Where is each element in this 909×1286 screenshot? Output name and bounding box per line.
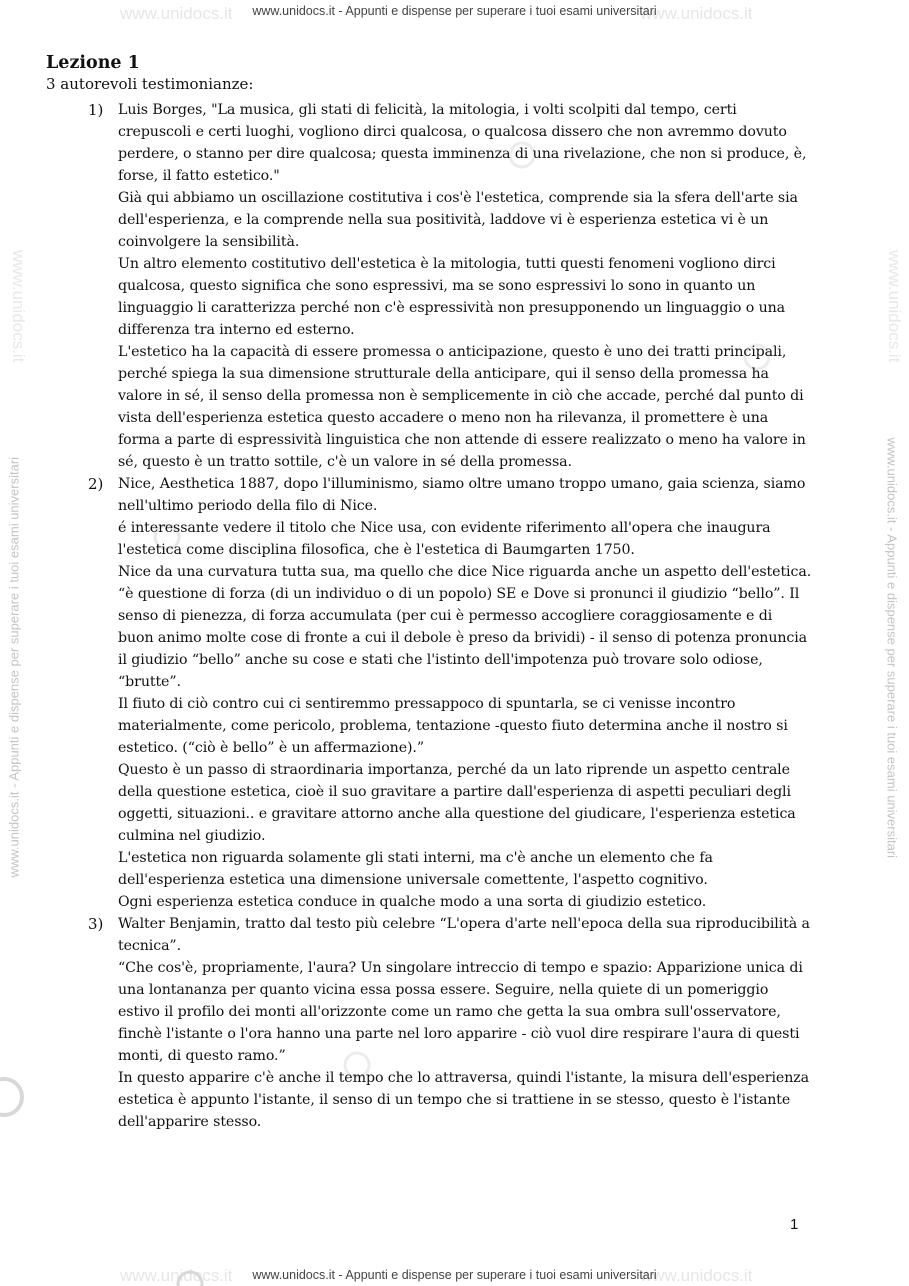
watermark-ghost: www.unidocs.it	[120, 1266, 233, 1285]
watermark-side-right: www.unidocs.it - Appunti e dispense per superare i tuoi esami universitari	[884, 437, 900, 859]
page-title: Lezione 1	[46, 53, 140, 73]
unidocs-logo-icon	[175, 1264, 205, 1286]
paragraph: Nice da una curvatura tutta sua, ma quello che dice Nice riguarda anche un aspetto dell'estetica.	[118, 564, 812, 580]
list-item	[88, 913, 812, 1133]
paragraph: Luis Borges, "La musica, gli stati di felicità, la mitologia, i volti scolpiti dal tempo, certi crepuscoli e certi luoghi, vogliono dirci qualcosa, o qualcosa dissero che non avremmo dovuto perdere, o stanno per dire qualcosa; questa imminenza di una rivelazione, che non si produce, è, forse, il fatto estetico."	[118, 102, 807, 184]
paragraph: “è questione di forza (di un individuo o di un popolo) SE e Dove si pronunci il giudizio “bello”. Il senso di pienezza, di forza accumulata (per cui è permesso accogliere coraggiosamente e di buon animo molte cose di fronte a cui il debole è preso da brividi) - il senso di potenza pronuncia il giudizio “bello” anche su cose e stati che l'istinto dell'impotenza può trovare solo odiose, “brutte”.	[118, 586, 808, 690]
watermark-ghost-side-left: www.unidocs.it	[9, 250, 28, 363]
paragraph: Ogni esperienza estetica conduce in qualche modo a una sorta di giudizio estetico.	[118, 894, 707, 910]
watermark-ghost: www.unidocs.it	[120, 4, 233, 23]
list-item-number: 3)	[88, 915, 104, 933]
unidocs-logo-icon	[0, 1072, 30, 1122]
list-item	[88, 473, 812, 913]
page-subtitle: 3 autorevoli testimonianze:	[46, 75, 254, 93]
watermark-ghost: www.unidocs.it	[640, 4, 753, 23]
paragraph: In questo apparire c'è anche il tempo che lo attraversa, quindi l'istante, la misura dell'esperienza estetica è appunto l'istante, il senso di un tempo che si trattiene in se stesso, questo è l'istante dell'apparire stesso.	[118, 1070, 809, 1130]
paragraph: Walter Benjamin, tratto dal testo più celebre “L'opera d'arte nell'epoca della sua riproducibilità a tecnica”.	[118, 916, 810, 954]
watermark-ghost-side-right: www.unidocs.it	[885, 250, 904, 363]
list-item-number: 1)	[88, 101, 104, 119]
document-header	[46, 52, 806, 94]
list-item	[88, 99, 812, 473]
paragraph: “Che cos'è, propriamente, l'aura? Un singolare intreccio di tempo e spazio: Apparizione unica di una lontananza per quanto vicina essa possa essere. Seguire, nella quiete di un pomeriggio estivo il profilo dei monti all'orizzonte come un ramo che getta la sua ombra sull'osservatore, finchè l'istante o l'ora hanno una parte nel loro apparire - ciò vuol dire respirare l'aura di questi monti, di questo ramo.”	[118, 960, 803, 1064]
paragraph: Già qui abbiamo un oscillazione costitutiva i cos'è l'estetica, comprende sia la sfera dell'arte sia dell'esperienza, e la comprende nella sua positività, laddove vi è esperienza estetica vi è un coinvolgere la sensibilità.	[118, 190, 798, 250]
paragraph: Il fiuto di ciò contro cui ci sentiremmo pressappoco di spuntarla, se ci venisse incontro materialmente, come pericolo, problema, tentazione -questo fiuto determina anche il nostro si estetico. (“ciò è bello” è un affermazione).”	[118, 696, 788, 756]
watermark-ghost: www.unidocs.it	[640, 1266, 753, 1285]
watermark-top: www.unidocs.it - Appunti e dispense per superare i tuoi esami universitari	[252, 4, 657, 18]
page-number: 1	[790, 1216, 799, 1233]
paragraph: L'estetico ha la capacità di essere promessa o anticipazione, questo è uno dei tratti principali, perché spiega la sua dimensione strutturale della anticipare, qui il senso della promessa ha valore in sé, il senso della promessa non è semplicemente in ciò che accade, perché dal punto di vista dell'esperienza estetica questo accadere o meno non ha rilevanza, il promettere è una forma a parte di espressività linguistica che non attende di essere realizzato o meno ha valore in sé, questo è un tratto sottile, c'è un valore in sé della promessa.	[118, 344, 806, 470]
paragraph: é interessante vedere il titolo che Nice usa, con evidente riferimento all'opera che inaugura l'estetica come disciplina filosofica, che è l'estetica di Baumgarten 1750.	[118, 520, 771, 558]
paragraph: Nice, Aesthetica 1887, dopo l'illuminismo, siamo oltre umano troppo umano, gaia scienza, siamo nell'ultimo periodo della filo di Nice.	[118, 476, 806, 514]
paragraph: Questo è un passo di straordinaria importanza, perché da un lato riprende un aspetto centrale della questione estetica, cioè il suo gravitare a partire dall'esperienza di aspetti peculiari degli oggetti, situazioni.. e gravitare attorno anche alla questione del giudicare, l'esperienza estetica culmina nel giudizio.	[118, 762, 796, 844]
testimonies-list	[88, 99, 812, 1133]
paragraph: Un altro elemento costitutivo dell'estetica è la mitologia, tutti questi fenomeni vogliono dirci qualcosa, questo significa che sono espressivi, ma se sono espressivi lo sono in quanto un linguaggio li caratterizza perché non c'è espressività non presupponendo un linguaggio o una differenza tra interno ed esterno.	[118, 256, 786, 338]
watermark-side-left: www.unidocs.it - Appunti e dispense per superare i tuoi esami universitari	[6, 456, 22, 878]
watermark-bottom: www.unidocs.it - Appunti e dispense per superare i tuoi esami universitari	[252, 1268, 657, 1282]
paragraph: L'estetica non riguarda solamente gli stati interni, ma c'è anche un elemento che fa dell'esperienza estetica una dimensione universale comettente, l'aspetto cognitivo.	[118, 850, 713, 888]
list-item-number: 2)	[88, 475, 104, 493]
